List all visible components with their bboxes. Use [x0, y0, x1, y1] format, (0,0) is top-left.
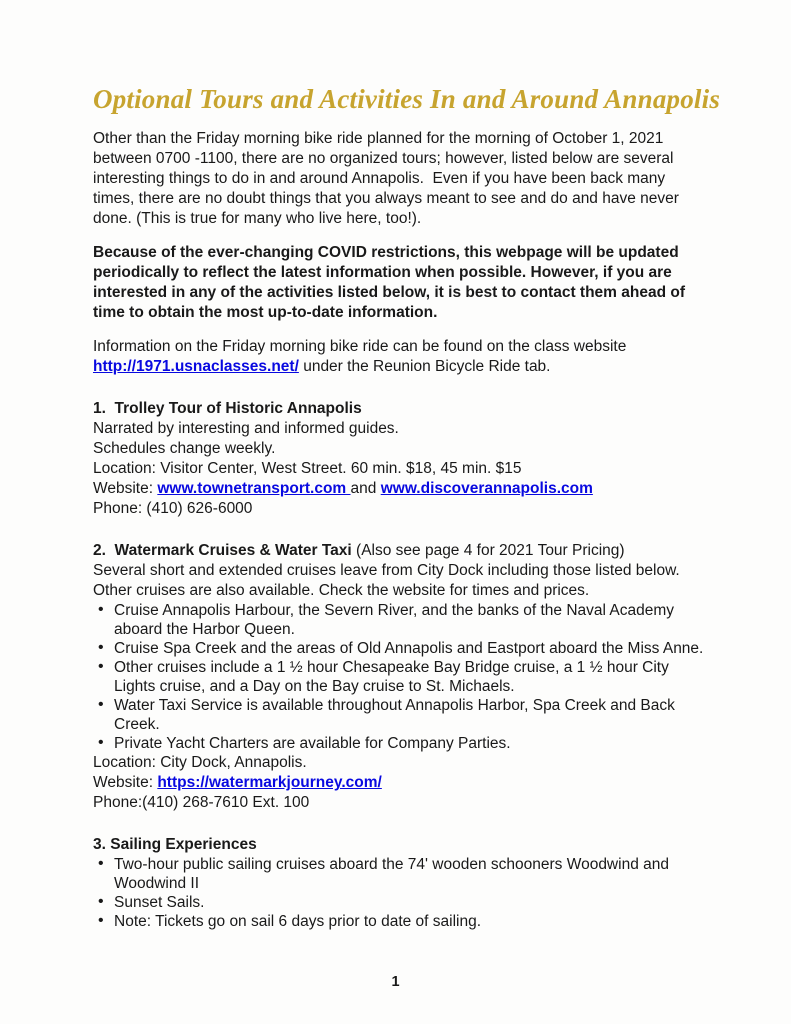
bullet-item-miss-anne: • Cruise Spa Creek and the areas of Old Annapolis and Eastport aboard the Miss Anne.	[93, 639, 705, 658]
intro-paragraph: Other than the Friday morning bike ride planned for the morning of October 1, 2021 between 0700 -1100, there are no organized tours; however, listed below are several interesting things to do in and around Annapolis. Even if you have been back many times, there are no doubt things that you always meant to see and do and have never done. (This is true for many who live here, too!).	[93, 130, 679, 227]
watermark-location-line: Location: City Dock, Annapolis.	[93, 754, 307, 771]
bike-note-suffix: under the Reunion Bicycle Ride tab.	[298, 358, 551, 375]
watermark-section-heading	[93, 541, 705, 561]
trolley-schedule-line: Schedules change weekly.	[93, 440, 276, 457]
bike-ride-paragraph	[93, 337, 705, 377]
watermark-heading-note: (Also see page 4 for 2021 Tour Pricing)	[356, 542, 625, 559]
watermark-bullet-list	[93, 601, 705, 753]
trolley-section-heading: 1. Trolley Tour of Historic Annapolis	[93, 400, 362, 417]
sailing-bullet-list	[93, 855, 705, 931]
watermark-website-line	[93, 773, 705, 793]
trolley-description-line: Narrated by interesting and informed guides.	[93, 420, 399, 437]
bullet-item-yacht-charters: • Private Yacht Charters are available for Company Parties.	[93, 734, 705, 753]
bullet-item-other-cruises: • Other cruises include a 1 ½ hour Chesapeake Bay Bridge cruise, a 1 ½ hour City Lights cruise, and a Day on the Bay cruise to St. Michaels.	[93, 658, 705, 696]
bike-note-prefix: Information on the Friday morning bike ride can be found on the class website	[93, 338, 627, 355]
page-title: Optional Tours and Activities In and Around Annapolis	[93, 84, 721, 114]
bullet-item-water-taxi: • Water Taxi Service is available throughout Annapolis Harbor, Spa Creek and Back Creek.	[93, 696, 705, 734]
bullet-item-sunset-sails: • Sunset Sails.	[93, 893, 705, 912]
website-joiner: and	[350, 480, 381, 497]
trolley-location-line: Location: Visitor Center, West Street. 60 min. $18, 45 min. $15	[93, 460, 522, 477]
watermark-intro-text: Several short and extended cruises leave from City Dock including those listed below. Other cruises are also available. Check the website for times and prices.	[93, 562, 680, 599]
discoverannapolis-link[interactable]: www.discoverannapolis.com	[380, 480, 593, 497]
watermarkjourney-link[interactable]: https://watermarkjourney.com/	[157, 774, 382, 791]
section-watermark-cruises	[93, 541, 705, 813]
website-label: Website:	[93, 480, 158, 497]
bullet-item-woodwind: • Two-hour public sailing cruises aboard the 74' wooden schooners Woodwind and Woodwind II	[93, 855, 705, 893]
section-sailing-experiences	[93, 835, 705, 931]
bullet-item-ticket-note: • Note: Tickets go on sail 6 days prior to date of sailing.	[93, 912, 705, 931]
trolley-website-line	[93, 479, 705, 499]
townetransport-link[interactable]: www.townetransport.com	[157, 480, 351, 497]
class-website-link[interactable]: http://1971.usnaclasses.net/	[93, 358, 299, 375]
covid-notice-paragraph: Because of the ever-changing COVID restrictions, this webpage will be updated periodically to reflect the latest information when possible. However, if you are interested in any of the activities listed below, it is best to contact them ahead of time to obtain the most up-to-date information.	[93, 244, 685, 321]
website-label: Website:	[93, 774, 158, 791]
section-trolley-tour	[93, 399, 705, 519]
trolley-phone-line: Phone: (410) 626-6000	[93, 500, 253, 517]
watermark-heading-bold: 2. Watermark Cruises & Water Taxi	[93, 542, 357, 559]
page-number: 1	[391, 974, 400, 990]
sailing-section-heading: 3. Sailing Experiences	[93, 836, 257, 853]
bullet-item-harbor-queen: • Cruise Annapolis Harbour, the Severn River, and the banks of the Naval Academy aboard the Harbor Queen.	[93, 601, 705, 639]
watermark-phone-line: Phone:(410) 268-7610 Ext. 100	[93, 794, 310, 811]
